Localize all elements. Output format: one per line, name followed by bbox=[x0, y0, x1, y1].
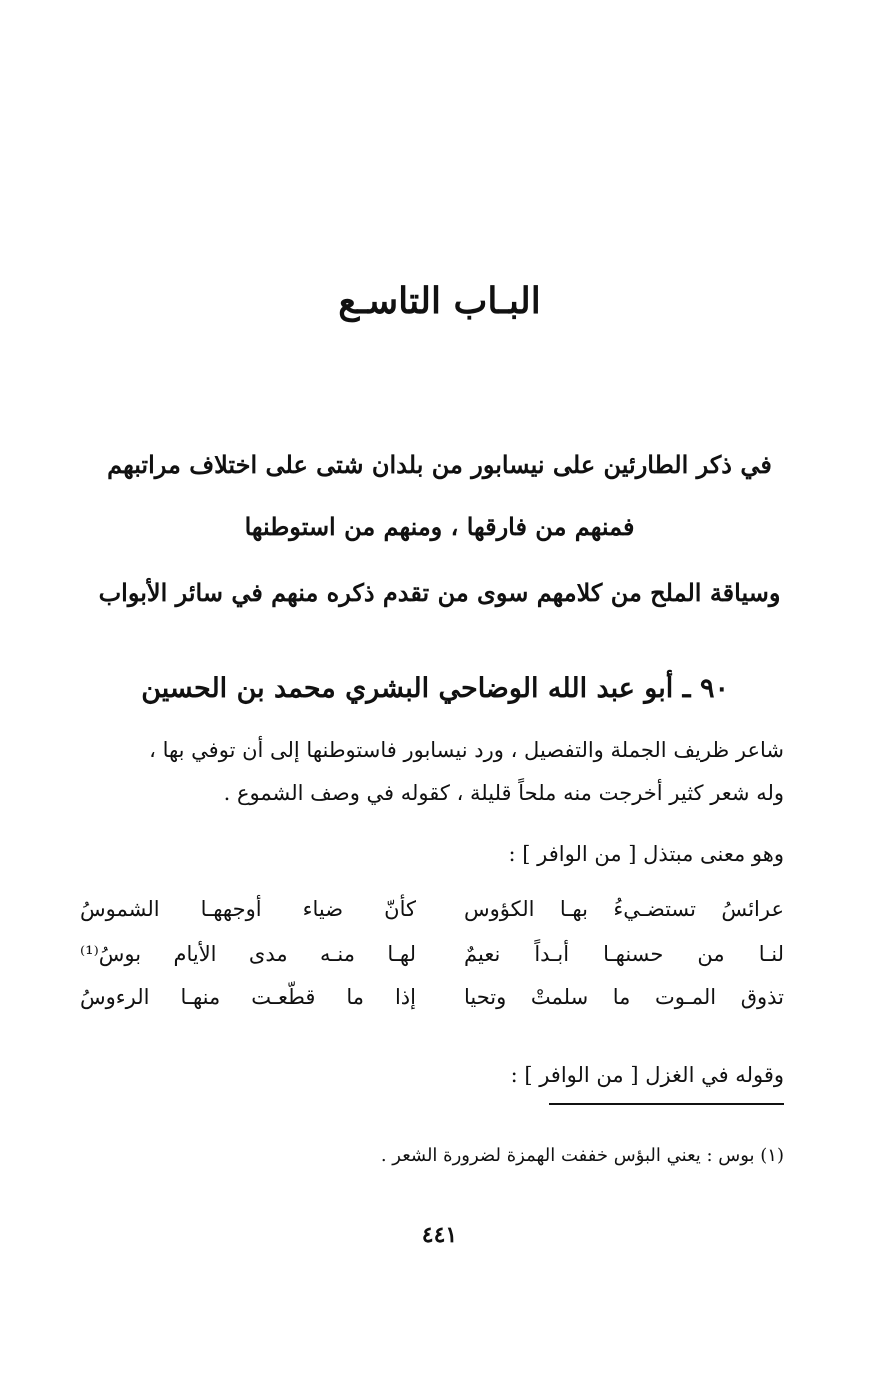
verse-3 bbox=[80, 985, 784, 1025]
verse-1-first-hemistich: عرائسُ تستضـيءُ بهـا الكؤوس bbox=[464, 897, 784, 921]
body-line-3: وهو معنى مبتذل [ من الوافر ] : bbox=[508, 842, 784, 866]
intro-line-2: فمنهم من فارقها ، ومنهم من استوطنها bbox=[244, 512, 635, 541]
verse-3-first-hemistich: تذوق المـوت ما سلمتْ وتحيا bbox=[464, 985, 784, 1009]
verse-1 bbox=[80, 897, 784, 937]
body-line-2: وله شعر كثير أخرجت منه ملحاً قليلة ، كقوله في وصف الشموع . bbox=[223, 781, 784, 805]
closing-line: وقوله في الغزل [ من الوافر ] : bbox=[510, 1063, 784, 1087]
chapter-title: البـاب التاسـع bbox=[338, 280, 541, 322]
intro-line-1: في ذكر الطارئين على نيسابور من بلدان شتى على اختلاف مراتبهم bbox=[107, 450, 772, 479]
footnote-divider bbox=[549, 1103, 784, 1105]
footnote: (١) بوس : يعني البؤس خففت الهمزة لضرورة الشعر . bbox=[380, 1145, 784, 1166]
body-line-1: شاعر ظريف الجملة والتفصيل ، ورد نيسابور فاستوطنها إلى أن توفي بها ، bbox=[149, 738, 784, 762]
intro-line-3: وسياقة الملح من كلامهم سوى من تقدم ذكره منهم في سائر الأبواب bbox=[98, 578, 781, 607]
verse-3-second-hemistich: إذا ما قطّعـت منهـا الرءوسُ bbox=[80, 985, 416, 1009]
verse-2-second-hemistich: لهـا منـه مدى الأيام بوسُ⁽¹⁾ bbox=[80, 942, 416, 966]
verse-2 bbox=[80, 942, 784, 982]
page-number: ٤٤١ bbox=[421, 1222, 458, 1248]
entry-heading: ٩٠ ـ أبو عبد الله الوضاحي البشري محمد بن الحسين bbox=[141, 673, 729, 704]
verse-1-second-hemistich: كأنّ ضياء أوجههـا الشموسُ bbox=[80, 897, 416, 921]
verse-2-first-hemistich: لنـا من حسنهـا أبـداً نعيمٌ bbox=[464, 942, 784, 966]
